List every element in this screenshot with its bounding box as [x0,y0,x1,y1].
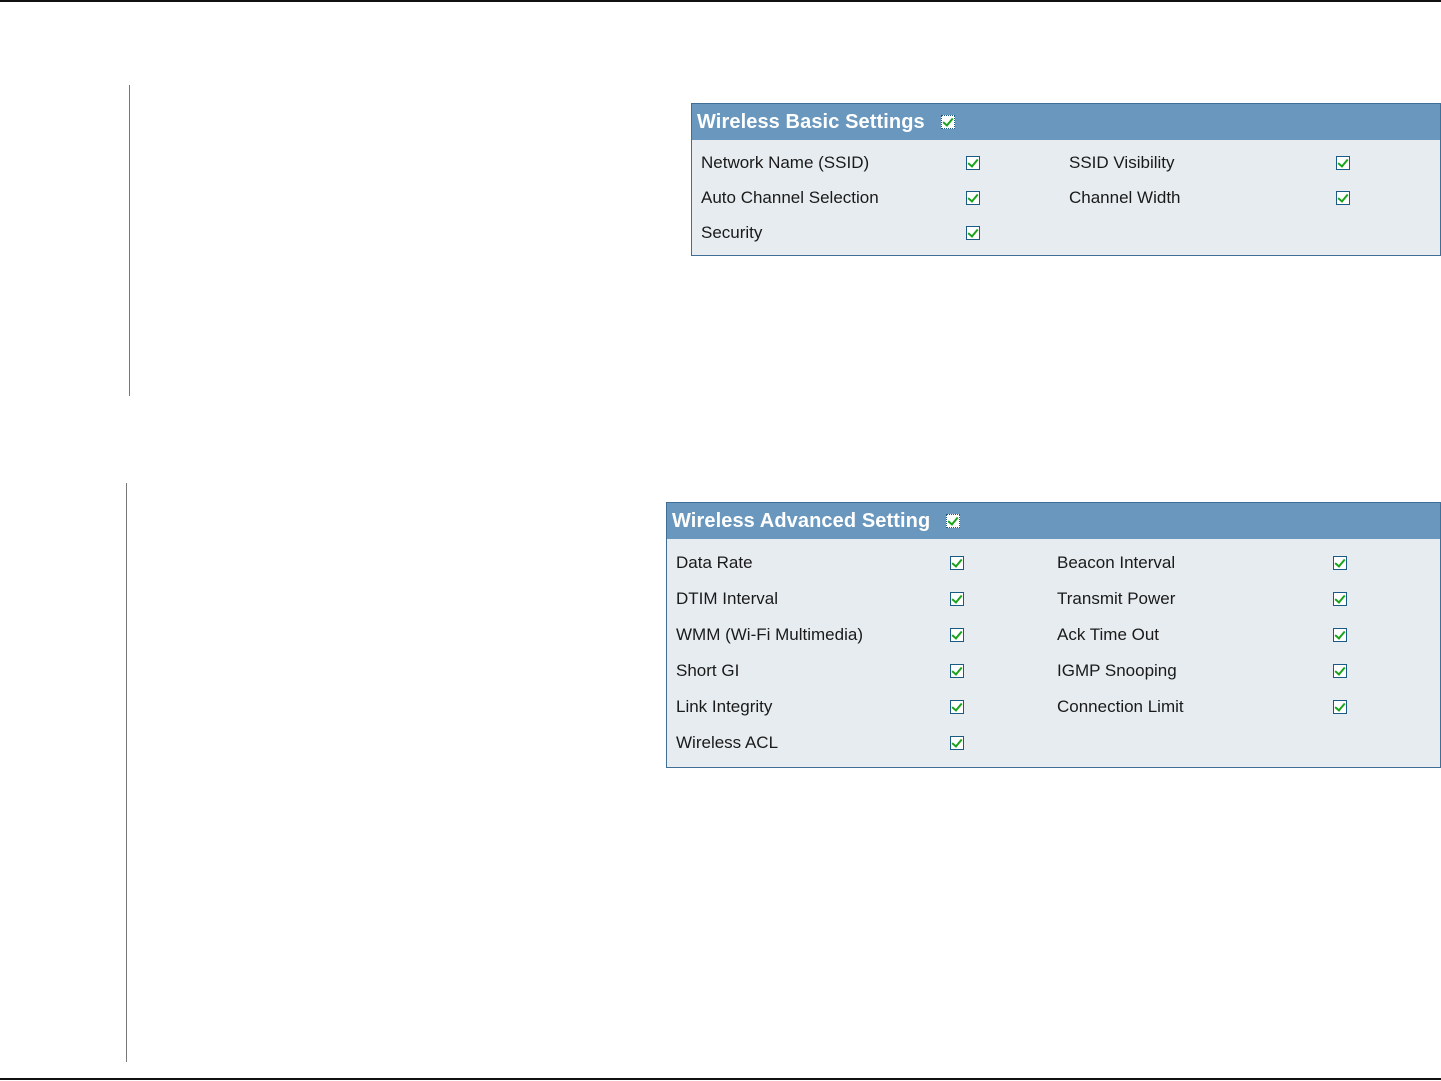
select-all-checkbox[interactable] [946,514,960,528]
panel-header [667,503,1440,539]
setting-checkbox[interactable] [1333,700,1347,714]
panel-title: Wireless Basic Settings [697,110,925,133]
setting-label: Short GI [676,661,740,680]
setting-label: Data Rate [676,553,753,572]
setting-label: Wireless ACL [676,733,779,752]
setting-label: Channel Width [1069,188,1181,207]
setting-checkbox[interactable] [1333,592,1347,606]
setting-row [667,732,1440,754]
setting-row [692,222,1440,244]
setting-label: Link Integrity [676,697,773,716]
setting-label: Auto Channel Selection [701,188,879,207]
setting-checkbox[interactable] [1336,156,1350,170]
setting-checkbox[interactable] [966,156,980,170]
setting-row [692,187,1440,209]
setting-label: Network Name (SSID) [701,153,870,172]
panel-header [692,104,1440,140]
setting-checkbox[interactable] [1333,664,1347,678]
setting-label: Connection Limit [1057,697,1184,716]
setting-checkbox[interactable] [950,700,964,714]
setting-row [692,152,1440,174]
setting-checkbox[interactable] [950,592,964,606]
setting-label: DTIM Interval [676,589,779,608]
setting-checkbox[interactable] [950,556,964,570]
section-divider [126,483,127,1062]
setting-row [667,588,1440,610]
setting-row [667,624,1440,646]
setting-checkbox[interactable] [1336,191,1350,205]
top-rule [0,0,1441,2]
setting-row [667,552,1440,574]
setting-label: Beacon Interval [1057,553,1176,572]
setting-checkbox[interactable] [950,628,964,642]
setting-checkbox[interactable] [950,736,964,750]
section-divider [129,85,130,396]
setting-checkbox[interactable] [966,226,980,240]
setting-label: Security [701,223,763,242]
wireless-advanced-setting-panel [666,502,1441,768]
setting-label: IGMP Snooping [1057,661,1177,680]
wireless-basic-settings-panel [691,103,1441,256]
setting-checkbox[interactable] [966,191,980,205]
setting-label: Ack Time Out [1057,625,1160,644]
setting-row [667,660,1440,682]
bottom-rule [0,1078,1441,1080]
setting-checkbox[interactable] [950,664,964,678]
setting-label: SSID Visibility [1069,153,1175,172]
select-all-checkbox[interactable] [941,115,955,129]
setting-label: WMM (Wi-Fi Multimedia) [676,625,863,644]
setting-label: Transmit Power [1057,589,1176,608]
setting-checkbox[interactable] [1333,628,1347,642]
setting-checkbox[interactable] [1333,556,1347,570]
setting-row [667,696,1440,718]
panel-title: Wireless Advanced Setting [672,509,931,532]
